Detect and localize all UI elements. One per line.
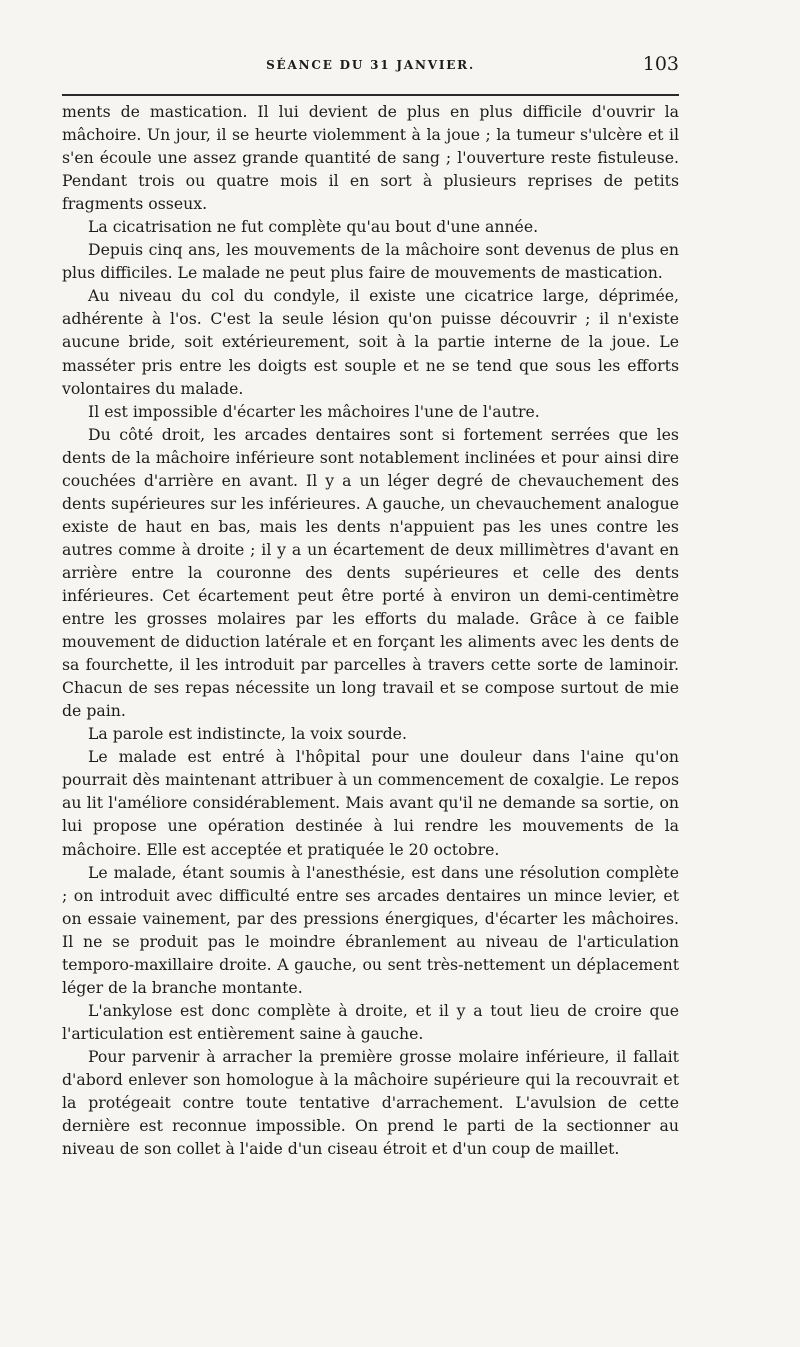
body-text (62, 100, 679, 1160)
page-number: 103 (642, 53, 679, 75)
running-title: SÉANCE DU 31 JANVIER. (266, 58, 475, 72)
paragraph: Il est impossible d'écarter les mâchoires l'une de l'autre. (88, 401, 540, 421)
paragraph: La parole est indistincte, la voix sourde. (88, 724, 407, 744)
paragraph: Le malade, étant soumis à l'anesthésie, est dans une résolution complète ; on introduit avec difficulté entre ses arcades dentaires un mince levier, et on essaie vainement, par des pressions énergiques, d'écarter les mâchoires. Il ne se produit pas le moindre ébranlement au niveau de l'articulation temporo-maxillaire droite. A gauche, ou sent très-nettement un déplacement léger de la branche montante. (62, 862, 679, 997)
paragraph: Du côté droit, les arcades dentaires sont si fortement serrées que les dents de la mâchoire inférieure sont notablement inclinées et pour ainsi dire couchées d'arrière en avant. Il y a un léger degré de chevauchement des dents supérieures sur les inférieures. A gauche, un chevauchement analogue existe de haut en bas, mais les dents n'appuient pas les unes contre les autres comme à droite ; il y a un écartement de deux millimètres d'avant en arrière entre la couronne des dents supérieures et celle des dents inférieures. Cet écartement peut être porté à environ un demi-centimètre entre les grosses molaires par les efforts du malade. Grâce à ce faible mouvement de diduction latérale et en forçant les aliments avec les dents de sa fourchette, il les introduit par parcelles à travers cette sorte de laminoir. Chacun de ses repas nécessite un long travail et se compose surtout de mie de pain. (62, 424, 679, 721)
paragraph: L'ankylose est donc complète à droite, et il y a tout lieu de croire que l'articulation est entièrement saine à gauche. (62, 1000, 679, 1043)
paragraph: Pour parvenir à arracher la première grosse molaire inférieure, il fallait d'abord enlever son homologue à la mâchoire supérieure qui la recouvrait et la protégeait contre toute tentative d'arrachement. L'avulsion de cette dernière est reconnue impossible. On prend le parti de la sectionner au niveau de son collet à l'aide d'un ciseau étroit et d'un coup de maillet. (62, 1046, 679, 1159)
paragraph: Au niveau du col du condyle, il existe une cicatrice large, déprimée, adhérente à l'os. C'est la seule lésion qu'on puisse découvrir ; il n'existe aucune bride, soit extérieurement, soit à la partie interne de la joue. Le masséter pris entre les doigts est souple et ne se tend que sous les efforts volontaires du malade. (62, 286, 679, 398)
paragraph: Depuis cinq ans, les mouvements de la mâchoire sont devenus de plus en plus difficiles. Le malade ne peut plus faire de mouvements de mastication. (62, 240, 679, 283)
running-head (62, 52, 679, 82)
header-rule (62, 94, 679, 96)
paragraph: La cicatrisation ne fut complète qu'au bout d'une année. (88, 217, 539, 237)
paragraph: Le malade est entré à l'hôpital pour une douleur dans l'aine qu'on pourrait dès maintenant attribuer à un commencement de coxalgie. Le repos au lit l'améliore considérablement. Mais avant qu'il ne demande sa sortie, on lui propose une opération destinée à lui rendre les mouvements de la mâchoire. Elle est acceptée et pratiquée le 20 octobre. (62, 747, 679, 859)
paragraph: ments de mastication. Il lui devient de plus en plus difficile d'ouvrir la mâchoire. Un jour, il se heurte violemment à la joue ; la tumeur s'ulcère et il s'en écoule une assez grande quantité de sang ; l'ouverture reste fistuleuse. Pendant trois ou quatre mois il en sort à plusieurs reprises de petits fragments osseux. (62, 102, 679, 214)
